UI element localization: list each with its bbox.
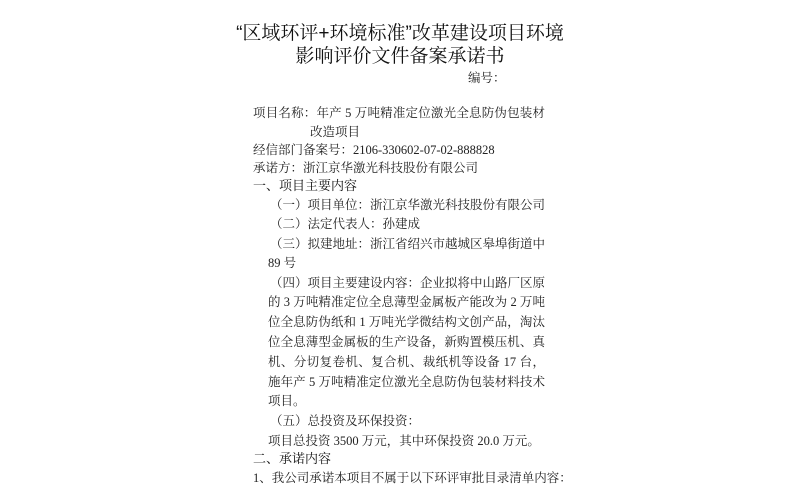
number-label: 编号：: [468, 71, 506, 85]
commitment-item-1: 1、我公司承诺本项目不属于以下环评审批目录清单内容：: [253, 471, 572, 485]
item-unit: （一）项目单位：浙江京华激光科技股份有限公司: [270, 198, 546, 212]
item-content-cont: 位全息薄型金属板的生产设备，新购置模压机、真: [268, 335, 545, 349]
item-content: （四）项目主要建设内容：企业拟将中山路厂区原: [270, 276, 545, 290]
promisor: 承诺方：浙江京华激光科技股份有限公司: [253, 161, 479, 175]
item-content-cont: 位全息防伪纸和 1 万吨光学微结构文创产品，淘汰: [268, 315, 545, 329]
item-address-cont: 89 号: [268, 256, 297, 270]
project-name-line1: 项目名称：年产 5 万吨精准定位激光全息防伪包装材: [253, 106, 545, 120]
document-title-line2: 影响评价文件备案承诺书: [295, 46, 505, 67]
item-investment: （五）总投资及环保投资：: [270, 414, 421, 428]
filing-number: 经信部门备案号：2106-330602-07-02-888828: [253, 143, 495, 157]
project-name-line2: 改造项目: [310, 125, 361, 139]
item-content-cont: 施年产 5 万吨精准定位激光全息防伪包装材料技术: [268, 375, 545, 389]
item-content-cont: 机、分切复卷机、复合机、裁纸机等设备 17 台，: [268, 355, 545, 369]
section2-heading: 二、承诺内容: [253, 451, 332, 466]
section1-heading: 一、项目主要内容: [253, 178, 358, 193]
document-title-line1: “区域环评+环境标准”改革建设项目环境: [236, 23, 564, 44]
item-content-cont: 项目。: [268, 394, 306, 408]
item-content-cont: 的 3 万吨精准定位全息薄型金属板产能改为 2 万吨: [268, 295, 545, 309]
investment-detail: 项目总投资 3500 万元，其中环保投资 20.0 万元。: [268, 434, 540, 448]
item-legal-rep: （二）法定代表人：孙建成: [270, 217, 421, 231]
item-address: （三）拟建地址：浙江省绍兴市越城区皋埠街道中: [270, 237, 545, 251]
